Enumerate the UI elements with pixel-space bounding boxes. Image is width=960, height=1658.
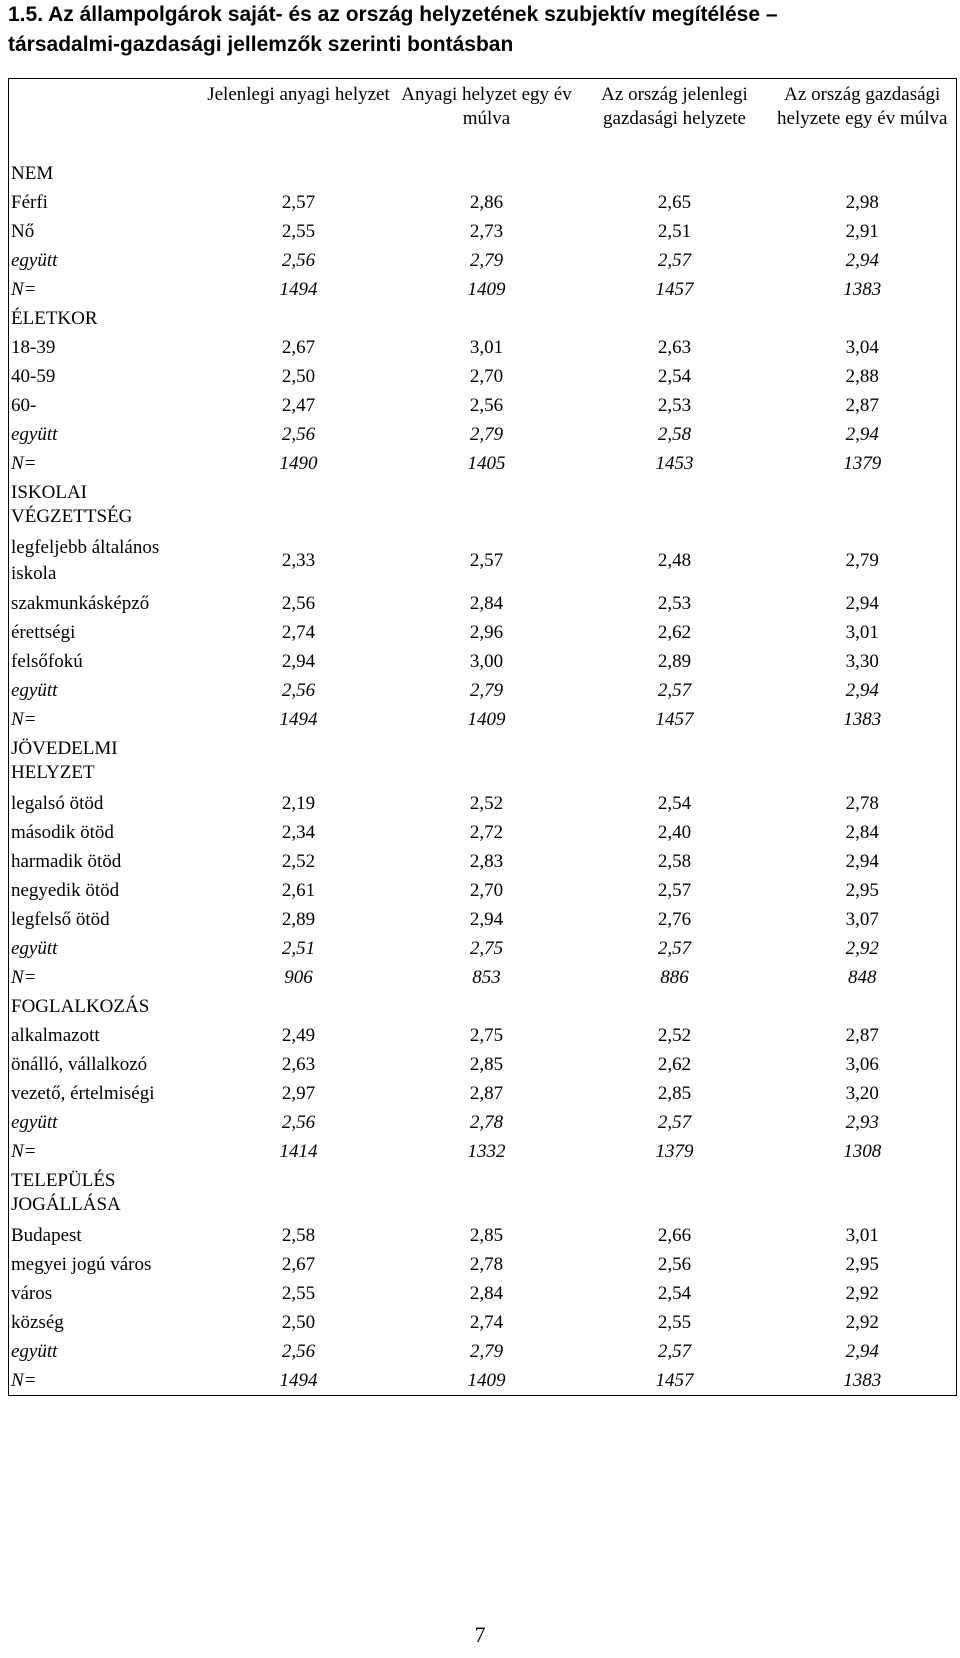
value-cell <box>769 304 957 333</box>
row-label: megyei jogú város <box>11 1253 152 1275</box>
value-cell: 2,65 <box>657 191 692 213</box>
table-row <box>9 1108 957 1137</box>
value-cell: 2,57 <box>657 249 692 271</box>
table-row <box>9 589 957 618</box>
value-cell: 2,56 <box>281 1111 316 1133</box>
section-header-row <box>9 734 957 789</box>
value-cell: 2,63 <box>281 1053 316 1075</box>
row-label: legalsó ötöd <box>11 792 104 814</box>
value-cell: 1453 <box>655 452 694 474</box>
value-cell: 2,94 <box>845 592 879 614</box>
row-label: 60- <box>11 394 37 416</box>
value-cell: 1494 <box>279 708 318 730</box>
value-cell: 2,53 <box>657 592 692 614</box>
value-cell: 2,79 <box>469 249 504 271</box>
value-cell: 2,92 <box>845 1282 879 1304</box>
value-cell: 2,72 <box>469 821 504 843</box>
row-label: alkalmazott <box>11 1024 100 1046</box>
value-cell: 2,95 <box>845 1253 879 1275</box>
value-cell: 1308 <box>843 1140 882 1162</box>
row-label: N= <box>11 966 37 988</box>
row-label: harmadik ötöd <box>11 850 122 872</box>
table-row <box>9 420 957 449</box>
value-cell: 886 <box>660 966 689 988</box>
value-cell: 2,85 <box>469 1053 504 1075</box>
value-cell: 2,78 <box>469 1253 504 1275</box>
table-row <box>9 533 957 589</box>
section-header-row <box>9 159 957 188</box>
value-cell: 3,06 <box>845 1053 879 1075</box>
value-cell: 2,55 <box>281 1282 316 1304</box>
title-line-2: társadalmi-gazdasági jellemzők szerinti bontásban <box>8 33 514 56</box>
table-row <box>9 449 957 478</box>
table-row <box>9 333 957 362</box>
value-cell <box>205 992 393 1021</box>
value-cell: 2,54 <box>657 1282 692 1304</box>
row-label: együtt <box>11 679 58 701</box>
header-cell-current-material: Jelenlegi anyagi helyzet <box>207 84 390 105</box>
value-cell: 2,93 <box>845 1111 879 1133</box>
table-row <box>9 1079 957 1108</box>
row-label: együtt <box>11 937 58 959</box>
value-cell: 2,76 <box>657 908 692 930</box>
value-cell: 1379 <box>655 1140 694 1162</box>
value-cell: 2,94 <box>845 423 879 445</box>
value-cell <box>581 478 769 533</box>
table-row <box>9 676 957 705</box>
value-cell: 2,57 <box>657 879 692 901</box>
row-label: legfelső ötöd <box>11 908 110 930</box>
header-cell-country-current: Az ország jelenlegi gazdasági helyzete <box>601 84 748 129</box>
value-cell: 3,04 <box>845 336 879 358</box>
table-row <box>9 1050 957 1079</box>
table-row <box>9 1250 957 1279</box>
row-label: község <box>11 1311 64 1333</box>
value-cell: 2,62 <box>657 621 692 643</box>
value-cell: 2,85 <box>469 1224 504 1246</box>
value-cell: 1383 <box>843 708 882 730</box>
value-cell: 2,51 <box>657 220 692 242</box>
value-cell: 2,74 <box>281 621 316 643</box>
value-cell <box>581 1166 769 1221</box>
row-label: felsőfokú <box>11 650 83 672</box>
value-cell: 2,58 <box>657 850 692 872</box>
value-cell <box>769 478 957 533</box>
row-label: együtt <box>11 1340 58 1362</box>
value-cell <box>769 1166 957 1221</box>
table-row <box>9 963 957 992</box>
value-cell: 2,61 <box>281 879 316 901</box>
value-cell: 2,57 <box>281 191 316 213</box>
section-label: ISKOLAI VÉGZETTSÉG <box>11 482 133 527</box>
value-cell: 2,87 <box>845 394 879 416</box>
value-cell: 2,75 <box>469 1024 504 1046</box>
table-row <box>9 275 957 304</box>
value-cell <box>393 478 581 533</box>
value-cell: 2,40 <box>657 821 692 843</box>
value-cell: 2,79 <box>845 550 879 571</box>
value-cell: 1457 <box>655 278 694 300</box>
value-cell <box>581 159 769 188</box>
section-label: FOGLALKOZÁS <box>11 995 150 1017</box>
value-cell: 2,85 <box>657 1082 692 1104</box>
table-row <box>9 618 957 647</box>
row-label: N= <box>11 1140 37 1162</box>
value-cell: 2,70 <box>469 879 504 901</box>
value-cell: 2,73 <box>469 220 504 242</box>
table-row <box>9 246 957 275</box>
value-cell: 3,20 <box>845 1082 879 1104</box>
value-cell: 2,94 <box>845 850 879 872</box>
value-cell: 2,94 <box>281 650 316 672</box>
value-cell: 2,87 <box>469 1082 504 1104</box>
value-cell <box>769 992 957 1021</box>
value-cell <box>769 159 957 188</box>
row-label: Férfi <box>11 191 48 213</box>
header-cell-country-next-year: Az ország gazdasági helyzete egy év múlva <box>777 84 948 129</box>
table-row <box>9 391 957 420</box>
table-row <box>9 1221 957 1250</box>
value-cell: 2,19 <box>281 792 316 814</box>
row-label: második ötöd <box>11 821 114 843</box>
value-cell: 2,52 <box>281 850 316 872</box>
row-label: negyedik ötöd <box>11 879 120 901</box>
value-cell <box>205 304 393 333</box>
value-cell: 848 <box>848 966 877 988</box>
value-cell: 2,66 <box>657 1224 692 1246</box>
value-cell: 2,56 <box>281 1340 316 1362</box>
table-row <box>9 789 957 818</box>
header-cell-material-next-year: Anyagi helyzet egy év múlva <box>401 84 572 129</box>
value-cell: 3,01 <box>845 1224 879 1246</box>
value-cell: 2,94 <box>845 249 879 271</box>
row-label: önálló, vállalkozó <box>11 1053 148 1075</box>
value-cell: 1457 <box>655 708 694 730</box>
value-cell: 2,57 <box>657 679 692 701</box>
value-cell: 2,58 <box>281 1224 316 1246</box>
value-cell: 2,94 <box>469 908 504 930</box>
value-cell: 2,54 <box>657 792 692 814</box>
value-cell: 2,56 <box>281 679 316 701</box>
value-cell: 2,48 <box>657 550 692 571</box>
value-cell: 2,79 <box>469 423 504 445</box>
section-header-row <box>9 478 957 533</box>
value-cell <box>393 734 581 789</box>
value-cell: 2,84 <box>845 821 879 843</box>
value-cell: 2,94 <box>845 679 879 701</box>
value-cell: 1409 <box>467 1369 506 1391</box>
value-cell: 2,49 <box>281 1024 316 1046</box>
value-cell: 2,57 <box>657 1340 692 1362</box>
value-cell: 1409 <box>467 278 506 300</box>
value-cell <box>393 304 581 333</box>
header-cell-empty <box>9 79 205 160</box>
value-cell: 3,01 <box>845 621 879 643</box>
value-cell: 2,96 <box>469 621 504 643</box>
page-title <box>8 0 952 60</box>
row-label: 18-39 <box>11 336 56 358</box>
table-row <box>9 647 957 676</box>
row-label: együtt <box>11 249 58 271</box>
row-label: város <box>11 1282 53 1304</box>
section-label: TELEPÜLÉS JOGÁLLÁSA <box>11 1170 121 1215</box>
table-row <box>9 1021 957 1050</box>
value-cell: 3,00 <box>469 650 504 672</box>
row-label: N= <box>11 708 37 730</box>
value-cell: 2,50 <box>281 365 316 387</box>
table-row <box>9 362 957 391</box>
value-cell <box>393 1166 581 1221</box>
value-cell: 2,57 <box>657 937 692 959</box>
section-label: JÖVEDELMI HELYZET <box>11 738 118 783</box>
value-cell: 2,97 <box>281 1082 316 1104</box>
table-row <box>9 1337 957 1366</box>
row-label: együtt <box>11 423 58 445</box>
row-label: 40-59 <box>11 365 56 387</box>
value-cell: 1332 <box>467 1140 506 1162</box>
value-cell: 2,53 <box>657 394 692 416</box>
value-cell <box>205 734 393 789</box>
row-label: szakmunkásképző <box>11 592 150 614</box>
table-row <box>9 1308 957 1337</box>
table-row <box>9 705 957 734</box>
row-label: Budapest <box>11 1224 82 1246</box>
value-cell: 1383 <box>843 1369 882 1391</box>
table-row <box>9 1366 957 1396</box>
value-cell: 2,88 <box>845 365 879 387</box>
value-cell: 3,07 <box>845 908 879 930</box>
value-cell <box>581 992 769 1021</box>
table-row <box>9 934 957 963</box>
value-cell: 1405 <box>467 452 506 474</box>
row-label: érettségi <box>11 621 76 643</box>
value-cell: 2,57 <box>657 1111 692 1133</box>
value-cell: 2,67 <box>281 1253 316 1275</box>
value-cell: 1457 <box>655 1369 694 1391</box>
table-row <box>9 217 957 246</box>
value-cell: 2,55 <box>281 220 316 242</box>
value-cell <box>769 734 957 789</box>
value-cell <box>205 478 393 533</box>
value-cell: 2,56 <box>469 394 504 416</box>
value-cell: 1490 <box>279 452 318 474</box>
value-cell: 2,95 <box>845 879 879 901</box>
value-cell: 2,87 <box>845 1024 879 1046</box>
table-row <box>9 905 957 934</box>
row-label: N= <box>11 452 37 474</box>
value-cell: 2,51 <box>281 937 316 959</box>
table-row <box>9 876 957 905</box>
value-cell: 2,84 <box>469 592 504 614</box>
value-cell: 2,52 <box>469 792 504 814</box>
value-cell: 2,52 <box>657 1024 692 1046</box>
value-cell <box>581 734 769 789</box>
value-cell: 2,78 <box>845 792 879 814</box>
value-cell <box>205 159 393 188</box>
section-header-row <box>9 992 957 1021</box>
table-body <box>9 159 957 1396</box>
header-row <box>9 79 957 160</box>
value-cell: 2,34 <box>281 821 316 843</box>
value-cell: 2,67 <box>281 336 316 358</box>
row-label: legfeljebb általános iskola <box>11 537 160 584</box>
value-cell: 2,70 <box>469 365 504 387</box>
value-cell: 2,98 <box>845 191 879 213</box>
value-cell: 2,92 <box>845 1311 879 1333</box>
value-cell: 2,94 <box>845 1340 879 1362</box>
value-cell: 2,54 <box>657 365 692 387</box>
value-cell: 2,83 <box>469 850 504 872</box>
table-row <box>9 847 957 876</box>
row-label: N= <box>11 278 37 300</box>
value-cell: 2,75 <box>469 937 504 959</box>
value-cell: 2,78 <box>469 1111 504 1133</box>
value-cell: 1414 <box>279 1140 318 1162</box>
value-cell: 2,86 <box>469 191 504 213</box>
data-table <box>8 78 957 1396</box>
value-cell <box>393 992 581 1021</box>
value-cell: 1383 <box>843 278 882 300</box>
section-header-row <box>9 304 957 333</box>
row-label: vezető, értelmiségi <box>11 1082 155 1104</box>
value-cell: 2,84 <box>469 1282 504 1304</box>
page-number: 7 <box>474 1622 486 1647</box>
value-cell: 2,56 <box>281 592 316 614</box>
value-cell: 2,79 <box>469 1340 504 1362</box>
section-header-row <box>9 1166 957 1221</box>
section-label: ÉLETKOR <box>11 307 98 329</box>
row-label: Nő <box>11 220 35 242</box>
value-cell: 2,57 <box>469 550 504 571</box>
value-cell <box>581 304 769 333</box>
value-cell: 853 <box>472 966 501 988</box>
table-row <box>9 818 957 847</box>
title-line-1: 1.5. Az állampolgárok saját- és az ország helyzetének szubjektív megítélése – <box>8 3 778 26</box>
table-row <box>9 1137 957 1166</box>
value-cell: 2,50 <box>281 1311 316 1333</box>
table-row <box>9 188 957 217</box>
value-cell: 2,91 <box>845 220 879 242</box>
value-cell <box>205 1166 393 1221</box>
value-cell: 2,56 <box>657 1253 692 1275</box>
value-cell: 2,62 <box>657 1053 692 1075</box>
value-cell: 2,89 <box>657 650 692 672</box>
value-cell: 3,30 <box>845 650 879 672</box>
value-cell: 2,33 <box>281 550 316 571</box>
row-label: együtt <box>11 1111 58 1133</box>
value-cell <box>393 159 581 188</box>
value-cell: 2,47 <box>281 394 316 416</box>
section-label: NEM <box>11 162 54 184</box>
value-cell: 906 <box>284 966 313 988</box>
value-cell: 1494 <box>279 278 318 300</box>
value-cell: 1494 <box>279 1369 318 1391</box>
value-cell: 2,58 <box>657 423 692 445</box>
value-cell: 2,92 <box>845 937 879 959</box>
value-cell: 2,56 <box>281 423 316 445</box>
value-cell: 3,01 <box>469 336 504 358</box>
value-cell: 2,79 <box>469 679 504 701</box>
value-cell: 2,55 <box>657 1311 692 1333</box>
value-cell: 1409 <box>467 708 506 730</box>
row-label: N= <box>11 1369 37 1391</box>
value-cell: 2,63 <box>657 336 692 358</box>
value-cell: 2,74 <box>469 1311 504 1333</box>
table-row <box>9 1279 957 1308</box>
value-cell: 2,56 <box>281 249 316 271</box>
value-cell: 2,89 <box>281 908 316 930</box>
value-cell: 1379 <box>843 452 882 474</box>
